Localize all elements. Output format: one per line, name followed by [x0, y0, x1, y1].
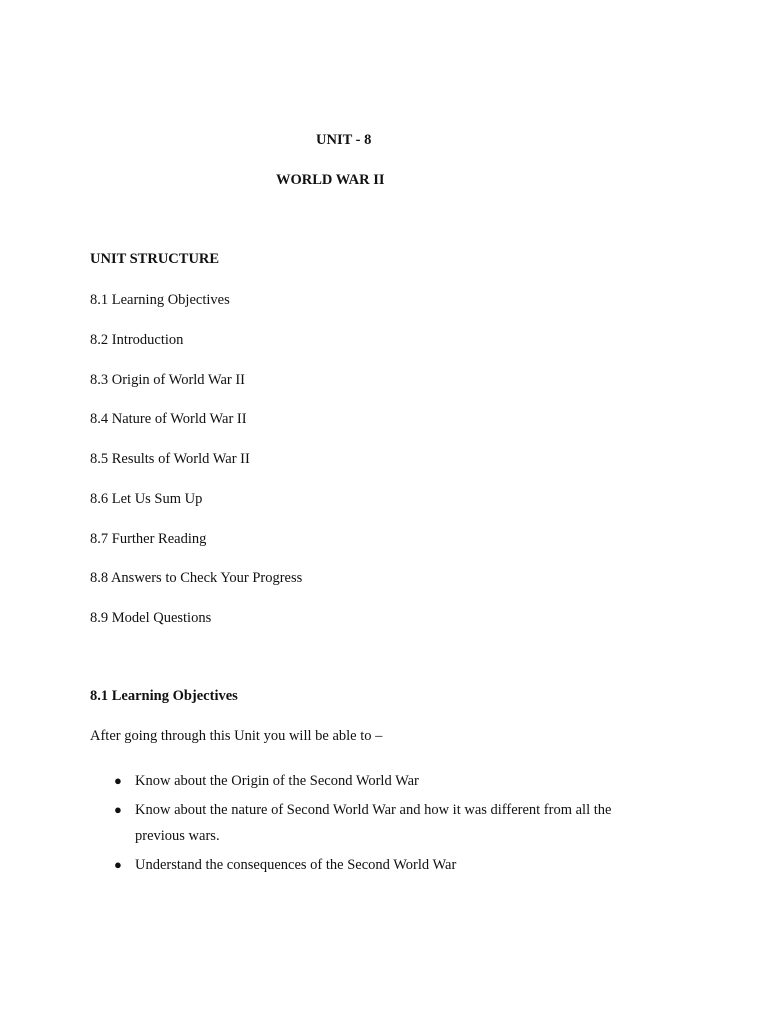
- objectives-intro: After going through this Unit you will be able to –: [90, 728, 383, 744]
- bullet-icon: ●: [114, 802, 122, 817]
- structure-item: 8.6 Let Us Sum Up: [90, 490, 203, 507]
- bullet-icon: ●: [114, 773, 122, 788]
- unit-structure-list: [90, 290, 302, 648]
- structure-item: 8.1 Learning Objectives: [90, 292, 230, 308]
- objective-item: [90, 852, 650, 878]
- objective-text: Know about the nature of Second World War and how it was different from all the previous wars.: [135, 802, 612, 844]
- structure-item: 8.7 Further Reading: [90, 530, 207, 547]
- objective-text: Understand the consequences of the Second World War: [135, 857, 457, 873]
- structure-item: 8.3 Origin of World War II: [90, 371, 245, 388]
- objective-item: [90, 768, 650, 794]
- unit-number: UNIT - 8: [316, 132, 372, 148]
- unit-title: WORLD WAR II: [276, 172, 385, 188]
- objective-text: Know about the Origin of the Second World War: [135, 773, 419, 789]
- structure-item: 8.2 Introduction: [90, 331, 184, 348]
- objective-item: [90, 797, 650, 849]
- structure-item: 8.4 Nature of World War II: [90, 411, 247, 428]
- learning-objectives-heading: 8.1 Learning Objectives: [90, 688, 238, 704]
- structure-item: 8.5 Results of World War II: [90, 451, 250, 467]
- unit-structure-heading: UNIT STRUCTURE: [90, 251, 220, 267]
- bullet-icon: ●: [114, 857, 122, 872]
- structure-item: 8.8 Answers to Check Your Progress: [90, 570, 303, 587]
- objectives-list: [90, 768, 650, 881]
- structure-item: 8.9 Model Questions: [90, 610, 212, 626]
